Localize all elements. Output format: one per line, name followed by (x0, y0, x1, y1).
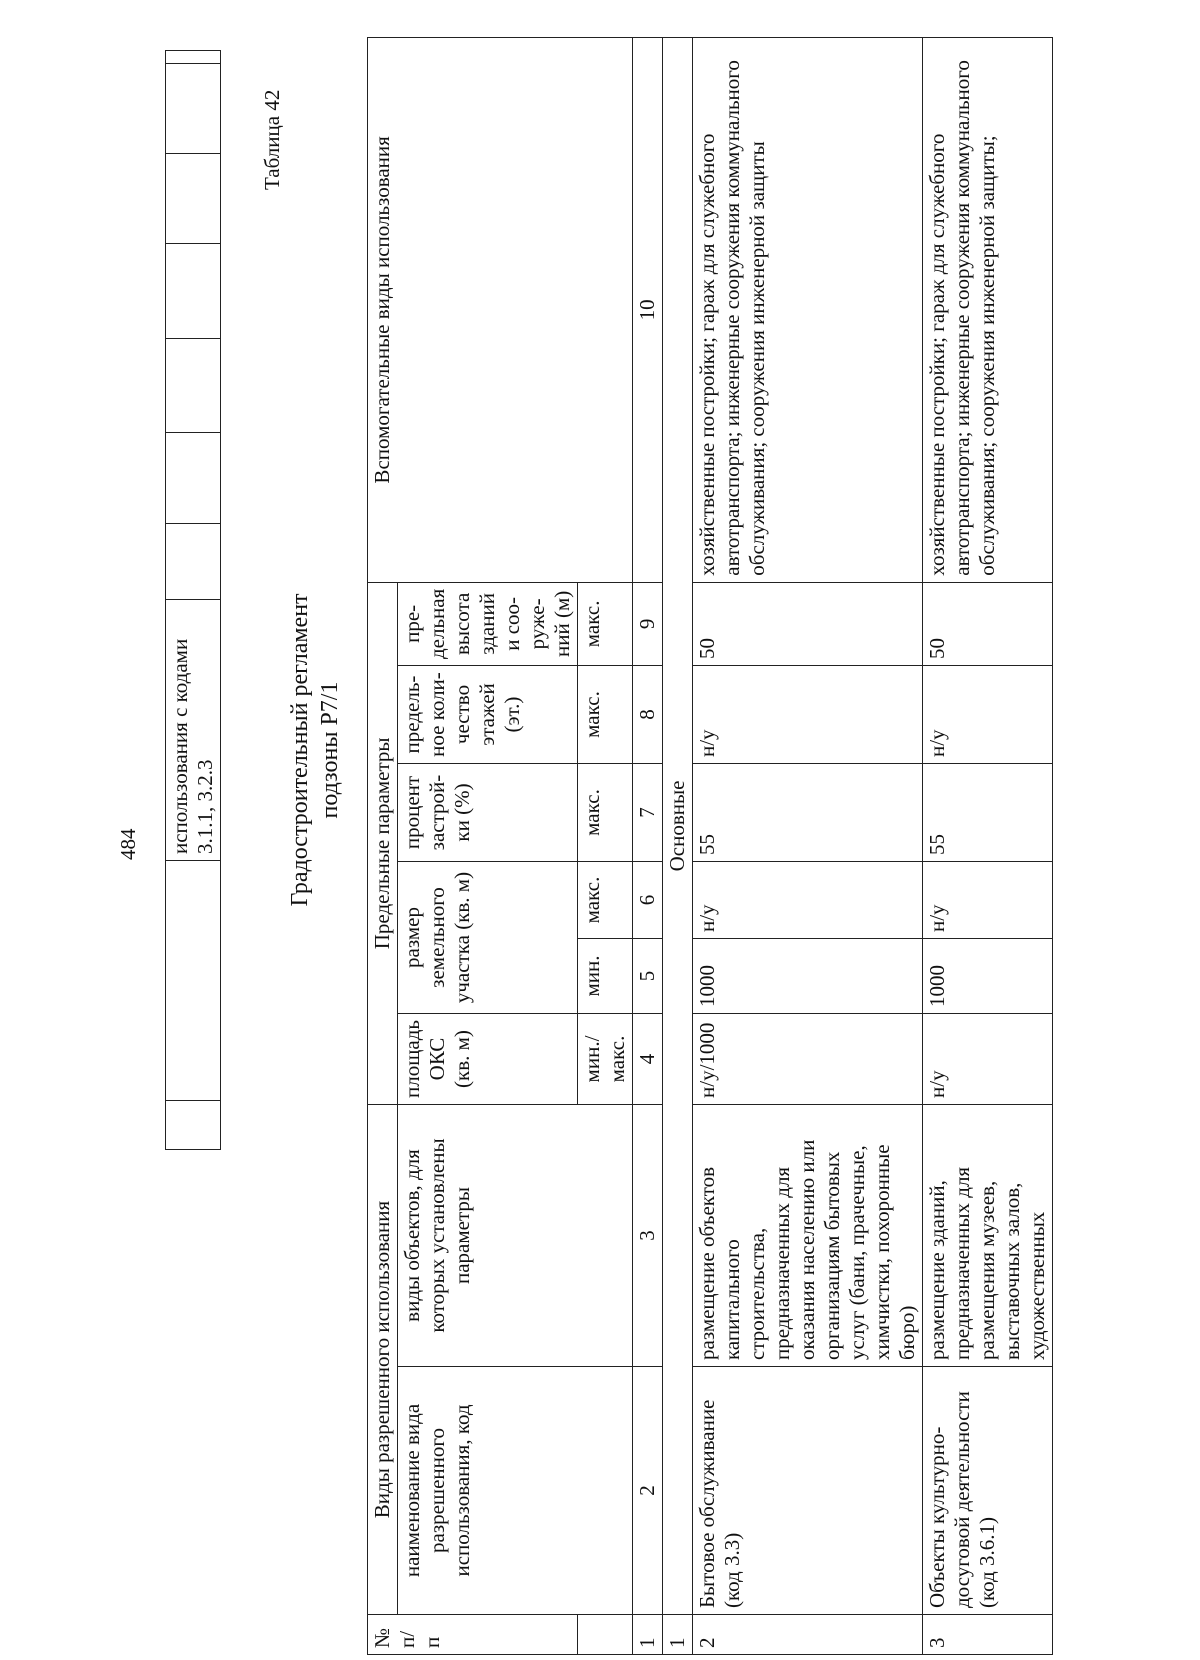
header-params-group: Предельные параметры (368, 582, 398, 1104)
header-area-oks: площадь ОКС (кв. м) (398, 1014, 578, 1105)
col-number: 5 (633, 939, 663, 1014)
regulation-table (367, 37, 1053, 1655)
top-cell-9 (166, 64, 221, 154)
table-row (923, 38, 1053, 1655)
row-plot-min: 1000 (923, 939, 1053, 1014)
row-objects: размещение объектов капитального строительства, предназначенных для оказания населению или организациям бытовых услуг (бани, прачечные, химчистки, похоронные бюро) (693, 1105, 923, 1367)
column-number-row (633, 38, 663, 1655)
top-cell-8 (166, 154, 221, 244)
top-text-line1: использования с кодами (168, 638, 192, 855)
col-number: 2 (633, 1367, 663, 1615)
top-cell-6 (166, 338, 221, 433)
sub-height-max: макс. (578, 582, 633, 665)
row-name: Бытовое обслуживание (код 3.3) (693, 1367, 923, 1615)
row-plot-min: 1000 (693, 939, 923, 1014)
document-title (285, 500, 345, 1000)
top-table-fragment (165, 50, 221, 1150)
row-num: 3 (923, 1615, 1053, 1655)
section-label: Основные (663, 38, 693, 1615)
header-num-blank (578, 1615, 633, 1655)
sub-plot-max: макс. (578, 862, 633, 939)
table-row (693, 38, 923, 1655)
header-num: № п/п (368, 1615, 578, 1655)
sub-plot-min: мин. (578, 939, 633, 1014)
title-line-1: Градостроительный регламент (287, 593, 313, 907)
page-number: 484 (116, 828, 140, 860)
row-aux: хозяйственные постройки; гараж для служебного автотранспорта; инженерные сооружения коммунального обслуживания; сооружения инженерной защиты; (923, 38, 1053, 583)
row-area: н/у/1000 (693, 1014, 923, 1105)
sub-pct-max: макс. (578, 764, 633, 862)
header-objects: виды объектов, для которых установлены параметры (398, 1105, 633, 1367)
header-build-pct: процент застрой-ки (%) (398, 764, 578, 862)
header-floors: предель-ное коли-чество этажей (эт.) (398, 666, 578, 764)
sub-area-minmax: мин./макс. (578, 1014, 633, 1105)
top-cell-7 (166, 244, 221, 339)
top-cell-2 (166, 861, 221, 1101)
top-cell-1 (166, 1100, 221, 1149)
top-cell-3 (166, 599, 221, 860)
section-num: 1 (663, 1615, 693, 1655)
col-number: 3 (633, 1105, 663, 1367)
col-number: 8 (633, 666, 663, 764)
row-pct: 55 (923, 764, 1053, 862)
row-plot-max: н/у (923, 862, 1053, 939)
col-number: 1 (633, 1615, 663, 1655)
row-area: н/у (923, 1014, 1053, 1105)
row-plot-max: н/у (693, 862, 923, 939)
col-number: 6 (633, 862, 663, 939)
section-row (663, 38, 693, 1655)
header-plot-size: размер земельного участка (кв. м) (398, 862, 578, 1014)
col-number: 7 (633, 764, 663, 862)
top-cell-10 (166, 51, 221, 64)
header-height: пре-дельная высота зданий и соо-руже-ний (м) (398, 582, 578, 665)
table-label: Таблица 42 (260, 89, 284, 190)
header-group-use: Виды разрешенного использования (368, 1105, 398, 1615)
row-objects: размещение зданий, предназначенных для размещения музеев, выставочных залов, художественных (923, 1105, 1053, 1367)
top-text-line2: 3.1.1, 3.2.3 (193, 759, 217, 855)
row-height: 50 (923, 582, 1053, 665)
row-aux: хозяйственные постройки; гараж для служебного автотранспорта; инженерные сооружения коммунального обслуживания; сооружения инженерной защиты (693, 38, 923, 583)
title-line-2: подзоны Р7/1 (317, 681, 343, 819)
row-floors: н/у (923, 666, 1053, 764)
col-number: 4 (633, 1014, 663, 1105)
col-number: 10 (633, 38, 663, 583)
row-num: 2 (693, 1615, 923, 1655)
top-cell-5 (166, 433, 221, 523)
top-cell-4 (166, 523, 221, 599)
row-floors: н/у (693, 666, 923, 764)
col-number: 9 (633, 582, 663, 665)
header-aux: Вспомогательные виды использования (368, 38, 633, 583)
row-pct: 55 (693, 764, 923, 862)
sub-floors-max: макс. (578, 666, 633, 764)
row-height: 50 (693, 582, 923, 665)
header-name: наименование вида разрешенного использования, код (398, 1367, 633, 1615)
row-name: Объекты культурно-досуговой деятельности (код 3.6.1) (923, 1367, 1053, 1615)
